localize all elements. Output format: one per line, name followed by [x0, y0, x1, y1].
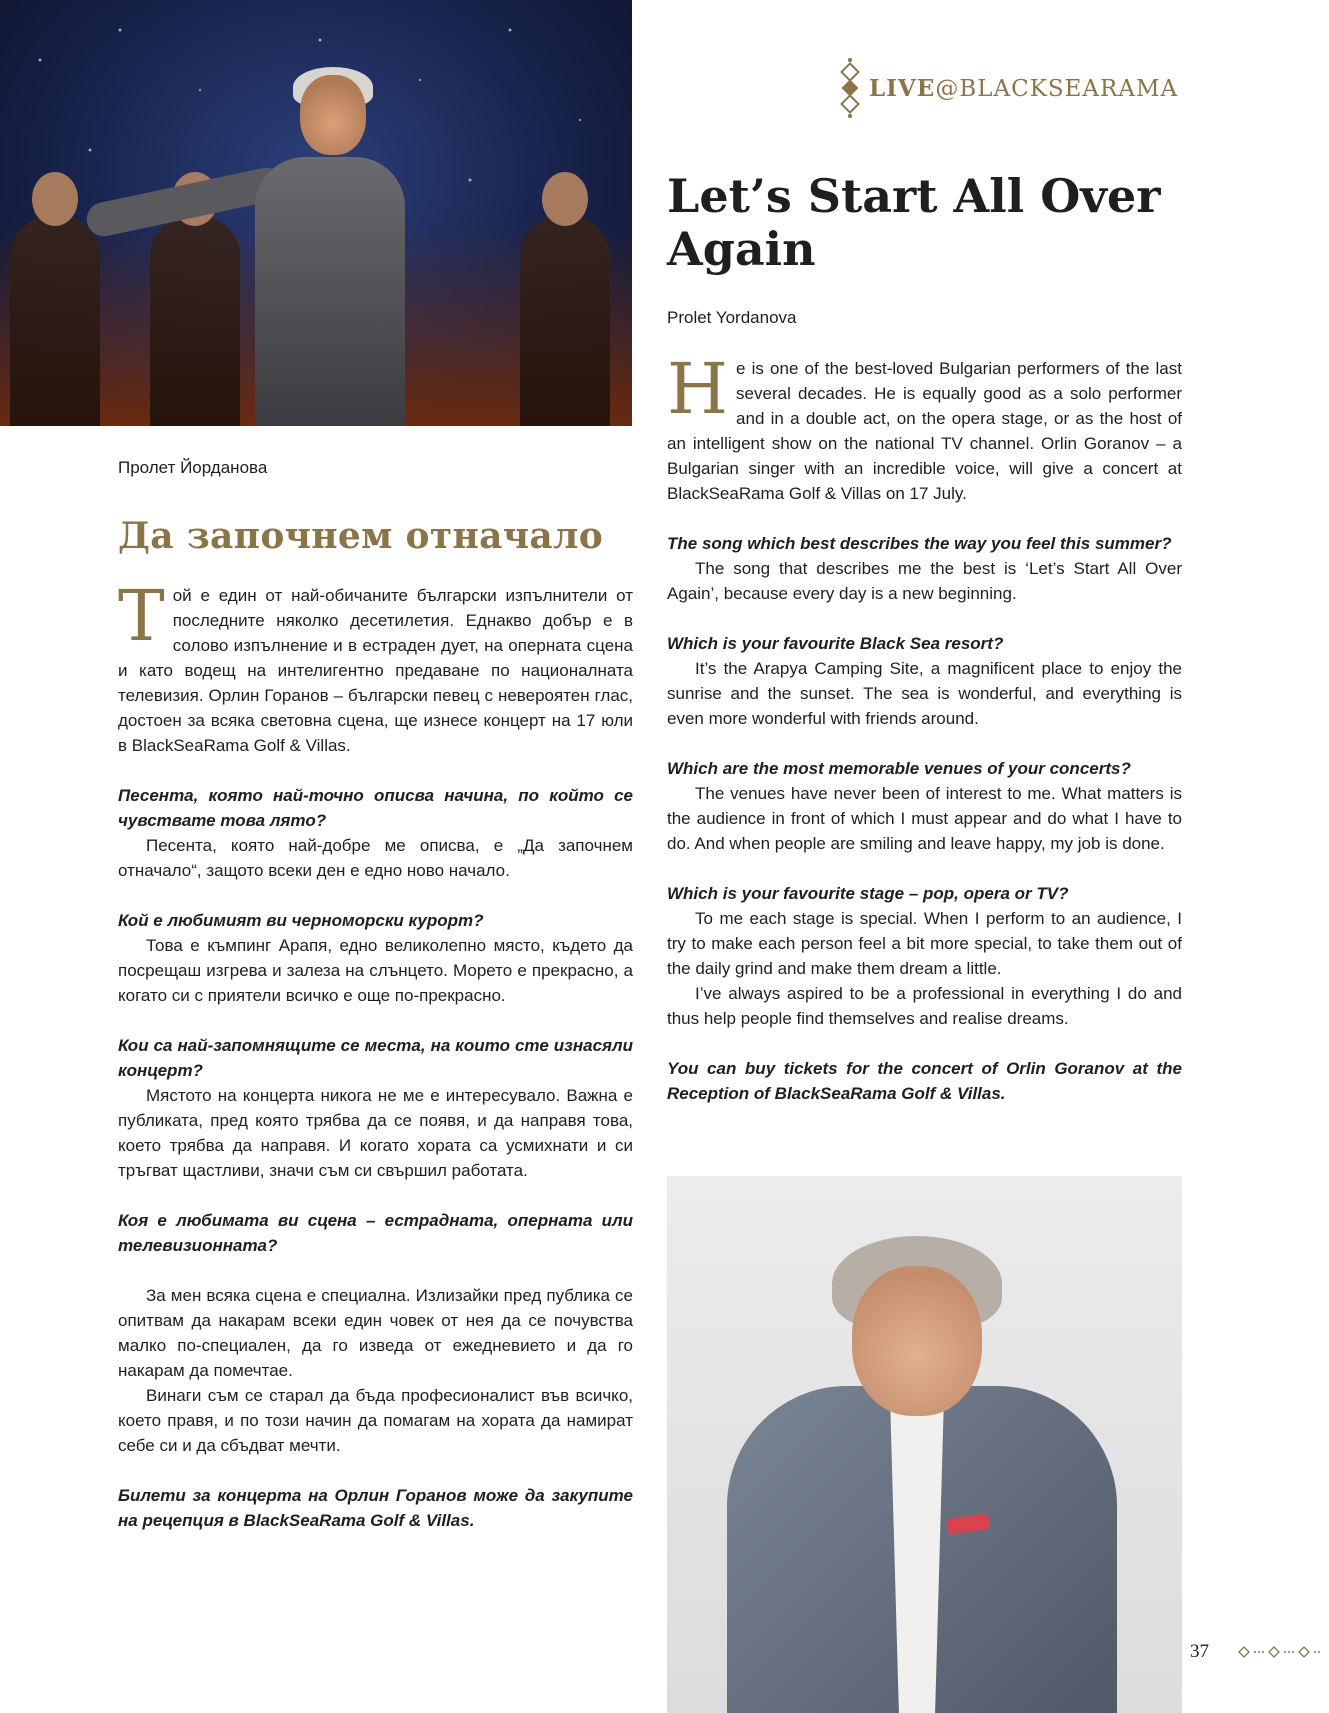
- ornament-icon: [843, 58, 857, 118]
- interview-question: Which are the most memorable venues of your concerts?: [667, 759, 1131, 778]
- section-brand: [843, 58, 1178, 118]
- violinist-figure: [520, 216, 610, 426]
- article-title-bg: Да започнем отначало: [118, 515, 604, 557]
- interview-answer: It’s the Arapya Camping Site, a magnificent place to enjoy the sunrise and the sunset. The sea is wonderful, and everything is even more wonderful with friends around.: [667, 659, 1182, 728]
- page-number: 37: [1190, 1641, 1209, 1662]
- article-title-en: Let’s Start All Over Again: [667, 169, 1161, 276]
- interview-question: Коя е любимата ви сцена – естрадната, оперната или телевизионната?: [118, 1211, 633, 1255]
- interview-question: Кои са най-запомнящите се места, на които сте изнасяли концерт?: [118, 1036, 633, 1080]
- concert-photo: [0, 0, 632, 426]
- intro-paragraph: Той е един от най-обичаните български изпълнители от последните няколко десетилетия. Еднакво добър е в солово изпълнение и в естраден дует, на оперната сцена и като водещ на интелигентно предаване по националната телевизия. Орлин Горанов – български певец с невероятен глас, достоен за всяка световна сцена, ще изнесе концерт на 17 юли в BlackSeaRama Golf & Villas.: [118, 575, 633, 755]
- interview-question: Which is your favourite stage – pop, opera or TV?: [667, 884, 1069, 903]
- interview-question: Which is your favourite Black Sea resort?: [667, 634, 1004, 653]
- violinist-figure: [10, 216, 100, 426]
- singer-figure: [255, 75, 405, 426]
- interview-answer: The venues have never been of interest to me. What matters is the audience in front of which I must appear and do what I have to do. And when people are smiling and leave happy, my job is done.: [667, 784, 1182, 853]
- interview-answer: I’ve always aspired to be a professional in everything I do and thus help people find themselves and realise dreams.: [667, 984, 1182, 1028]
- ticket-note: Билети за концерта на Орлин Горанов може да закупите на рецепция в BlackSeaRama Golf & Villas.: [118, 1486, 633, 1530]
- interview-answer: За мен всяка сцена е специална. Излизайки пред публика се опитвам да накарам всеки един човек от нея да се почувства малко по-специален, да го изведа от ежедневието и да го накарам да помечтае.: [118, 1286, 633, 1380]
- interview-answer: The song that describes me the best is ‘Let’s Start All Over Again’, because every day is a new beginning.: [667, 559, 1182, 603]
- interview-question: The song which best describes the way you feel this summer?: [667, 534, 1172, 553]
- drop-cap: Т: [118, 575, 165, 657]
- interview-answer: Винаги съм се старал да бъда професионалист във всичко, което правя, и по този начин да помагам на хората да намират себе си и да сбъдват мечти.: [118, 1386, 633, 1455]
- portrait-photo: [667, 1176, 1182, 1713]
- violinist-figure: [150, 216, 240, 426]
- brand-label: LIVE@BLACKSEARAMA: [869, 74, 1179, 102]
- interview-answer: To me each stage is special. When I perform to an audience, I try to make each person feel a bit more special, to take them out of the daily grind and make them dream a little.: [667, 909, 1182, 978]
- author-bg: Пролет Йорданова: [118, 458, 268, 477]
- author-en: Prolet Yordanova: [667, 308, 797, 327]
- footer-ornament-icon: [1235, 1645, 1325, 1659]
- ticket-note: You can buy tickets for the concert of Orlin Goranov at the Reception of BlackSeaRama Golf & Villas.: [667, 1059, 1182, 1103]
- interview-question: Песента, която най-точно описва начина, по който се чувствате това лято?: [118, 786, 633, 830]
- interview-question: Кой е любимият ви черноморски курорт?: [118, 911, 484, 930]
- article-body-bg: [118, 575, 633, 1533]
- drop-cap: H: [667, 348, 729, 430]
- interview-answer: Песента, която най-добре ме описва, е „Да започнем отначало“, защото всеки ден е едно ново начало.: [118, 836, 633, 880]
- intro-paragraph: He is one of the best-loved Bulgarian performers of the last several decades. He is equally good as a solo performer and in a double act, on the opera stage, or as the host of an intelligent show on the national TV channel. Orlin Goranov – a Bulgarian singer with an incredible voice, will give a concert at BlackSeaRama Golf & Villas on 17 July.: [667, 348, 1182, 503]
- interview-answer: Мястото на концерта никога не ме е интересувало. Важна е публиката, пред която трябва да се появя, и да направя това, което трябва да направя. И когато хората са усмихнати и си тръгват щастливи, значи съм си свършил работата.: [118, 1086, 633, 1180]
- article-body-en: [667, 348, 1182, 1106]
- interview-answer: Това е къмпинг Арапя, едно великолепно място, където да посрещаш изгрева и залеза на слънцето. Морето е прекрасно, а когато си с приятели всичко е още по-прекрасно.: [118, 936, 633, 1005]
